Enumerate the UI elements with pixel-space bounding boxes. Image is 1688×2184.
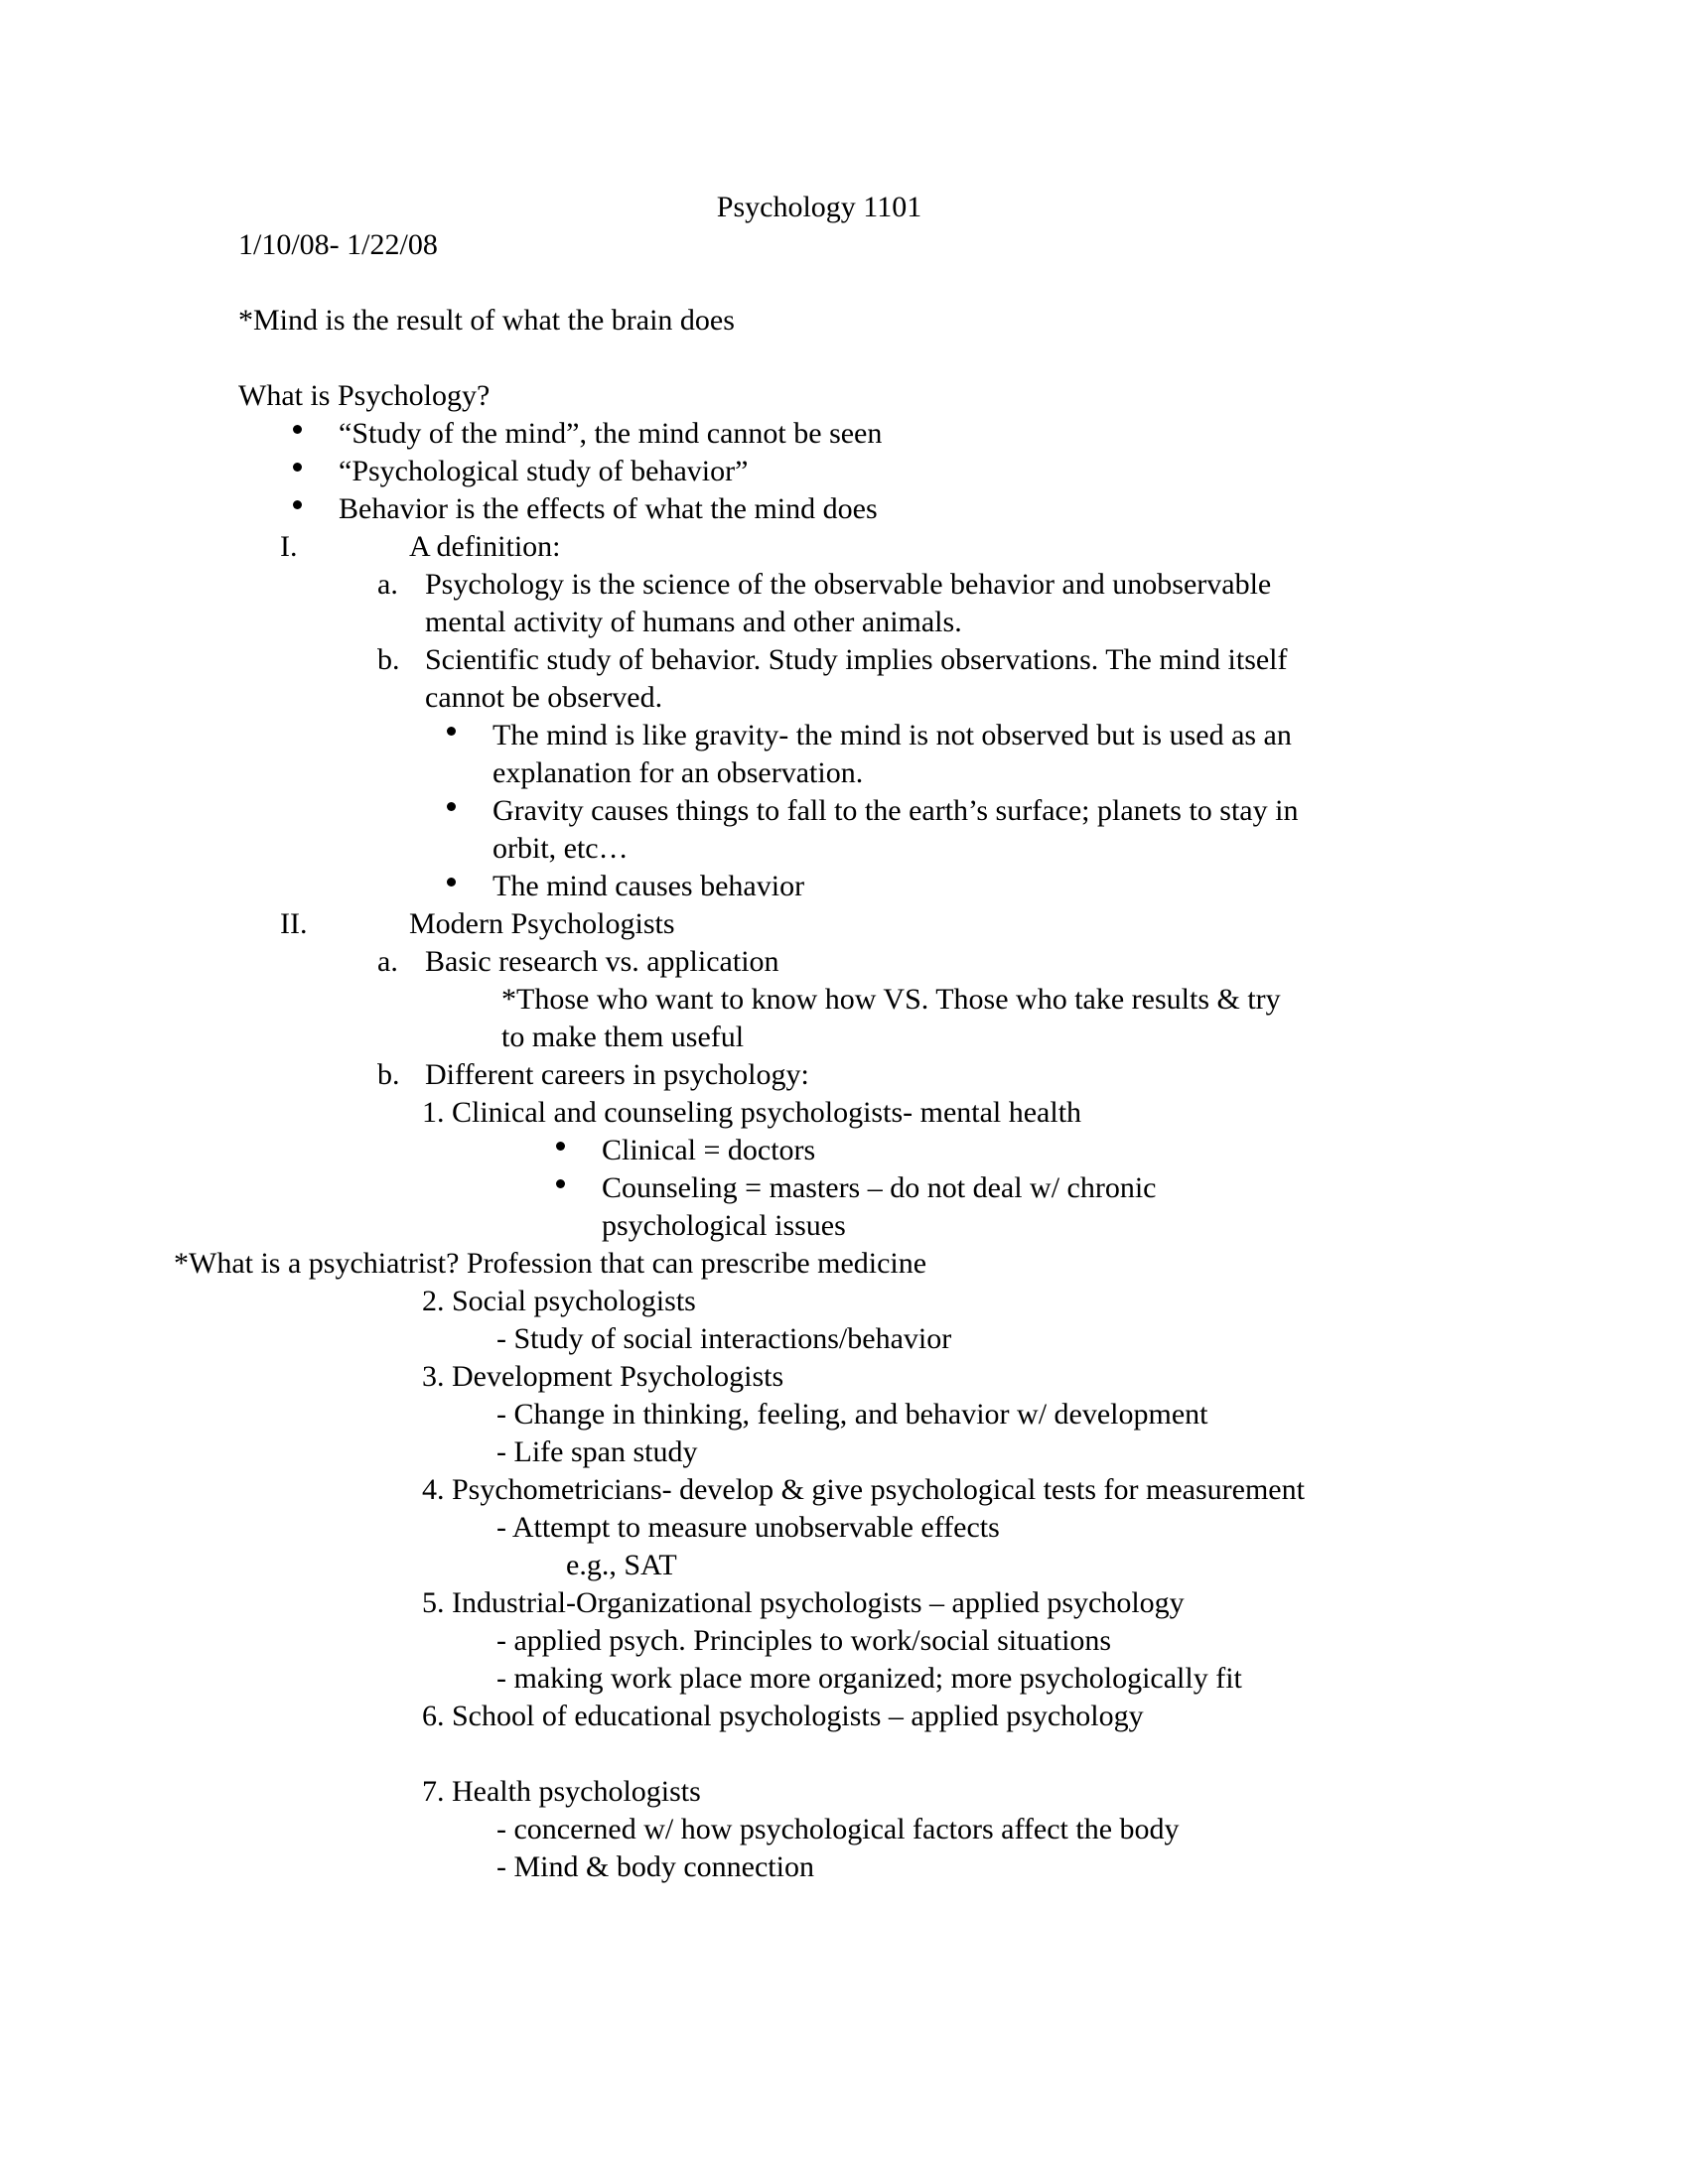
outline-marker: I. [280, 530, 298, 563]
outline-label: Basic research vs. application [425, 945, 779, 978]
list-item [293, 453, 1460, 490]
list-item [556, 1132, 1460, 1169]
outline-label-continuation: cannot be observed. [425, 681, 663, 714]
outline-marker: a. [377, 568, 398, 601]
outline-label: Psychology is the science of the observable behavior and unobservable [425, 568, 1272, 601]
list-item-continuation: psychological issues [602, 1209, 846, 1242]
date-range: 1/10/08- 1/22/08 [238, 228, 438, 261]
outline-marker: a. [377, 945, 398, 978]
list-item [447, 717, 1460, 754]
outline-label: Different careers in psychology: [425, 1058, 809, 1091]
career-detail: - Life span study [496, 1435, 698, 1468]
outline-item-a [377, 566, 1460, 604]
bullet-icon [293, 453, 339, 490]
list-item-label: Gravity causes things to fall to the earth’s surface; planets to stay in [492, 794, 1299, 827]
career-example: e.g., SAT [566, 1549, 677, 1581]
career-detail: - Study of social interactions/behavior [496, 1322, 952, 1355]
list-item [447, 868, 1460, 905]
list-item [447, 792, 1460, 830]
career-item-7: 7. Health psychologists [422, 1775, 701, 1808]
career-item-5: 5. Industrial-Organizational psychologists – applied psychology [422, 1586, 1185, 1619]
outline-label-continuation: mental activity of humans and other animals. [425, 606, 962, 638]
outline-item-a-modern [377, 943, 1460, 981]
career-detail: - Mind & body connection [496, 1850, 814, 1883]
career-detail: - Attempt to measure unobservable effects [496, 1511, 1000, 1544]
career-detail: - making work place more organized; more psychologically fit [496, 1662, 1242, 1695]
career-detail: - applied psych. Principles to work/social situations [496, 1624, 1112, 1657]
outline-marker: b. [377, 1058, 400, 1091]
career-item-6: 6. School of educational psychologists – applied psychology [422, 1700, 1144, 1732]
spacer [238, 264, 1460, 302]
career-item-1: 1. Clinical and counseling psychologists- mental health [422, 1096, 1082, 1129]
career-detail: - Change in thinking, feeling, and behavior w/ development [496, 1398, 1208, 1431]
outline-item-b [377, 641, 1460, 679]
outline-item-b-modern [377, 1056, 1460, 1094]
list-item-label: The mind is like gravity- the mind is not observed but is used as an [492, 719, 1292, 751]
list-item-label: “Psychological study of behavior” [339, 455, 749, 487]
bullet-icon [293, 415, 339, 453]
career-item-2: 2. Social psychologists [422, 1285, 696, 1317]
mind-note: *Mind is the result of what the brain does [238, 304, 735, 337]
list-item-label: The mind causes behavior [492, 870, 805, 902]
career-item-4: 4. Psychometricians- develop & give psychological tests for measurement [422, 1473, 1305, 1506]
list-item [556, 1169, 1460, 1207]
note-body [174, 189, 1460, 1886]
psychiatrist-note: *What is a psychiatrist? Profession that can prescribe medicine [174, 1247, 927, 1280]
list-item-label: Behavior is the effects of what the mind does [339, 492, 878, 525]
section-heading-what-is-psychology: What is Psychology? [238, 379, 491, 412]
list-item-label: Clinical = doctors [602, 1134, 816, 1166]
bullet-icon [447, 792, 492, 830]
list-item-label: “Study of the mind”, the mind cannot be seen [339, 417, 883, 450]
career-item-3: 3. Development Psychologists [422, 1360, 784, 1393]
bullet-icon [293, 490, 339, 528]
outline-marker: II. [280, 907, 308, 940]
page-title: Psychology 1101 [716, 191, 922, 223]
outline-item-roman-ii [280, 905, 1460, 943]
outline-label: Modern Psychologists [409, 907, 675, 940]
outline-label: Scientific study of behavior. Study implies observations. The mind itself [425, 643, 1288, 676]
outline-label: A definition: [409, 530, 561, 563]
bullet-icon [447, 717, 492, 754]
bullet-icon [556, 1169, 602, 1207]
basic-research-note-line1: *Those who want to know how VS. Those who take results & try [501, 983, 1281, 1016]
list-item-continuation: orbit, etc… [492, 832, 629, 865]
spacer [238, 1735, 1460, 1773]
list-item-continuation: explanation for an observation. [492, 756, 864, 789]
bullet-icon [556, 1132, 602, 1169]
spacer [238, 340, 1460, 377]
list-item [293, 490, 1460, 528]
list-item-label: Counseling = masters – do not deal w/ chronic [602, 1171, 1157, 1204]
list-item [293, 415, 1460, 453]
bullet-icon [447, 868, 492, 905]
basic-research-note-line2: to make them useful [501, 1021, 745, 1053]
outline-item-roman-i [280, 528, 1460, 566]
outline-marker: b. [377, 643, 400, 676]
career-detail: - concerned w/ how psychological factors affect the body [496, 1813, 1180, 1845]
